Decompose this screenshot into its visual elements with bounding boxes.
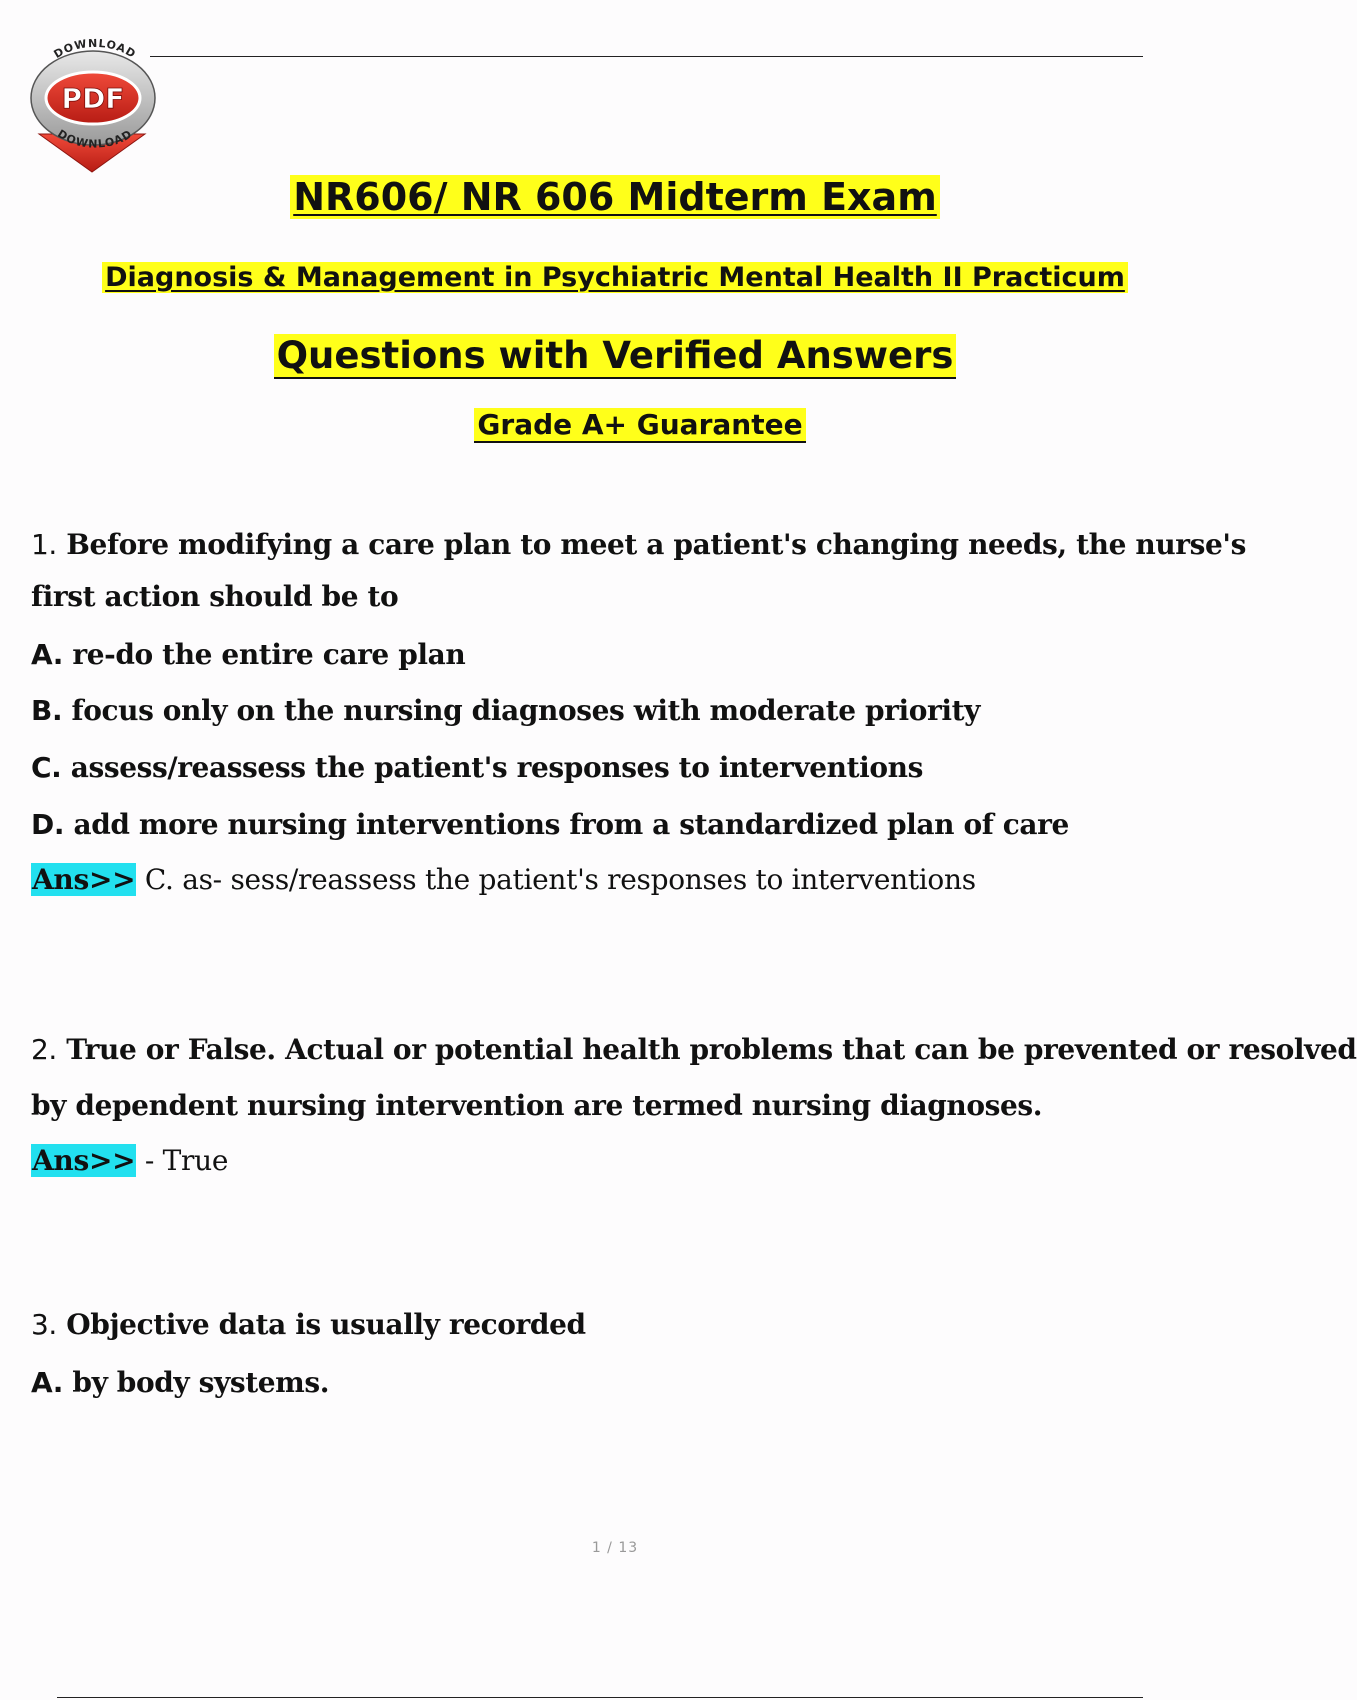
question-text: Before modifying a care plan to meet a patient's changing needs, the nurse's (66, 528, 1246, 561)
option-letter: D. (31, 808, 65, 841)
option-text: re-do the entire care plan (72, 638, 466, 671)
logo-pdf-text: PDF (61, 82, 125, 115)
page-indicator: 1 / 13 (591, 1540, 639, 1556)
answer-tag: Ans>> (32, 863, 136, 896)
document-subtitle: Diagnosis & Management in Psychiatric Mental Health II Practicum (102, 262, 1128, 293)
question-text: True or False. Actual or potential health problems that can be prevented or resolved (66, 1033, 1357, 1066)
question-1-line-1 (31, 528, 1246, 561)
question-2-line-2 (31, 1089, 1042, 1122)
question-text: Objective data is usually recorded (66, 1308, 586, 1341)
answer-tag: Ans>> (32, 1144, 136, 1177)
download-pdf-logo (17, 38, 167, 174)
answer-text: C. as- sess/reassess the patient's responses to interventions (144, 863, 976, 896)
question-2-answer (31, 1144, 228, 1177)
question-3-line-1 (31, 1308, 586, 1341)
question-1-line-2 (31, 580, 398, 613)
question-number: 1. (31, 528, 57, 561)
question-3-option-a (31, 1366, 329, 1399)
option-text: add more nursing interventions from a standardized plan of care (73, 808, 1069, 841)
logo-bottom-text: DOWNLOAD (55, 127, 135, 151)
document-title-block (15, 175, 1215, 219)
option-text: focus only on the nursing diagnoses with moderate priority (71, 694, 981, 727)
option-text: assess/reassess the patient's responses to interventions (70, 751, 923, 784)
question-2-line-1 (31, 1033, 1357, 1066)
question-1-option-a (31, 638, 465, 671)
question-text: first action should be to (31, 580, 399, 613)
option-letter: A. (31, 638, 64, 671)
top-rule (150, 56, 1143, 57)
option-letter: A. (31, 1366, 64, 1399)
question-1-option-d (31, 808, 1069, 841)
option-letter: C. (31, 751, 62, 784)
bottom-rule (57, 1697, 1143, 1698)
qa-heading: Questions with Verified Answers (274, 334, 957, 379)
guarantee-label: Grade A+ Guarantee (474, 408, 805, 443)
qa-heading-block (15, 334, 1215, 377)
question-1-answer (31, 863, 976, 896)
answer-text: - True (144, 1144, 229, 1177)
question-number: 3. (31, 1308, 57, 1341)
logo-top-text: DOWNLOAD (51, 38, 139, 61)
question-1-option-c (31, 751, 923, 784)
question-1-option-b (31, 694, 980, 727)
document-title: NR606/ NR 606 Midterm Exam (290, 175, 940, 219)
option-text: by body systems. (72, 1366, 330, 1399)
question-number: 2. (31, 1033, 57, 1066)
guarantee-block (40, 408, 1240, 441)
question-text: by dependent nursing intervention are termed nursing diagnoses. (31, 1089, 1043, 1122)
document-subtitle-block (15, 262, 1215, 293)
option-letter: B. (31, 694, 63, 727)
